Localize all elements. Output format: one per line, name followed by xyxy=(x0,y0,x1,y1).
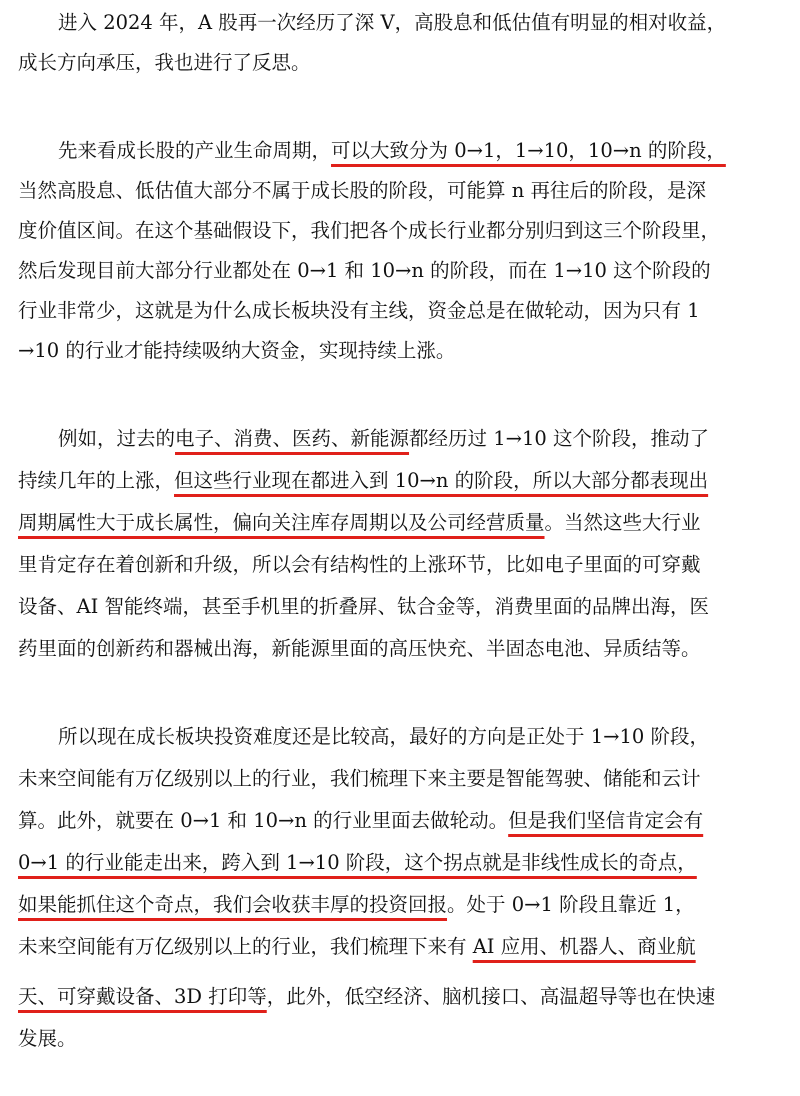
text-segment: 例如，过去的 xyxy=(58,427,176,450)
text-line xyxy=(18,176,706,206)
text-segment: 行业非常少，这就是为什么成长板块没有主线，资金总是在做轮动，因为只有 1 xyxy=(18,299,700,322)
text-line xyxy=(58,136,726,166)
text-line xyxy=(18,848,697,878)
text-line xyxy=(18,634,701,664)
text-line xyxy=(18,296,700,326)
highlighted-text: AI 应用、机器人、商业航 xyxy=(472,935,696,958)
text-line xyxy=(18,982,715,1012)
text-segment: ，此外，低空经济、脑机接口、高温超导等也在快速 xyxy=(266,985,716,1008)
text-segment: →10 的行业才能持续吸纳大资金，实现持续上涨。 xyxy=(18,339,456,362)
text-segment: 当然高股息、低估值大部分不属于成长股的阶段，可能算 n 再往后的阶段，是深 xyxy=(18,179,706,202)
highlighted-text: 天、可穿戴设备、3D 打印等 xyxy=(18,985,267,1008)
highlighted-text: 但是我们坚信肯定会有 xyxy=(508,809,704,832)
text-line xyxy=(18,932,696,962)
text-line xyxy=(18,216,720,246)
text-segment: 未来空间能有万亿级别以上的行业，我们梳理下来主要是智能驾驶、储能和云计 xyxy=(18,767,701,790)
text-segment: 设备、AI 智能终端，甚至手机里的折叠屏、钛合金等，消费里面的品牌出海，医 xyxy=(18,595,709,618)
text-segment: 。处于 0→1 阶段且靠近 1， xyxy=(447,893,695,916)
text-segment: 持续几年的上涨， xyxy=(18,469,175,492)
text-segment: 药里面的创新药和器械出海，新能源里面的高压快充、半固态电池、异质结等。 xyxy=(18,637,701,660)
highlighted-text: 但这些行业现在都进入到 10→n 的阶段，所以大部分都表现出 xyxy=(174,469,709,492)
text-segment: 发展。 xyxy=(18,1027,77,1050)
text-segment: 成长方向承压，我也进行了反思。 xyxy=(18,51,311,74)
text-segment: 都经历过 1→10 这个阶段，推动了 xyxy=(409,427,709,450)
text-line xyxy=(18,466,708,496)
text-line xyxy=(18,592,709,622)
text-segment: 度价值区间。在这个基础假设下，我们把各个成长行业都分别归到这三个阶段里， xyxy=(18,219,721,242)
text-line xyxy=(18,1024,77,1054)
text-segment: 然后发现目前大部分行业都处在 0→1 和 10→n 的阶段，而在 1→10 这个阶段的 xyxy=(18,259,711,282)
highlighted-text: 0→1 的行业能走出来，跨入到 1→10 阶段，这个拐点就是非线性成长的奇点， xyxy=(18,851,697,874)
text-line xyxy=(58,8,726,38)
text-segment: 算。此外，就要在 0→1 和 10→n 的行业里面去做轮动。 xyxy=(18,809,509,832)
text-line xyxy=(58,424,709,454)
text-segment: 里肯定存在着创新和升级，所以会有结构性的上涨环节，比如电子里面的可穿戴 xyxy=(18,553,701,576)
text-segment: 先来看成长股的产业生命周期， xyxy=(58,139,332,162)
text-line xyxy=(18,48,311,78)
text-line xyxy=(18,890,695,920)
highlighted-text: 如果能抓住这个奇点，我们会收获丰厚的投资回报 xyxy=(18,893,448,916)
highlighted-text: 可以大致分为 0→1，1→10，10→n 的阶段， xyxy=(331,139,726,162)
text-segment: 未来空间能有万亿级别以上的行业，我们梳理下来有 xyxy=(18,935,473,958)
text-segment: 所以现在成长板块投资难度还是比较高，最好的方向是正处于 1→10 阶段， xyxy=(58,725,709,748)
text-line xyxy=(18,550,701,580)
highlighted-text: 周期属性大于成长属性，偏向关注库存周期以及公司经营质量 xyxy=(18,511,545,534)
highlighted-text: 电子、消费、医药、新能源 xyxy=(175,427,410,450)
text-line xyxy=(18,336,455,366)
text-line xyxy=(18,256,711,286)
text-segment: 进入 2024 年，A 股再一次经历了深 V，高股息和低估值有明显的相对收益， xyxy=(58,11,727,34)
text-segment: 。当然这些大行业 xyxy=(544,511,701,534)
text-line xyxy=(58,722,709,752)
text-line xyxy=(18,764,701,794)
text-line xyxy=(18,806,703,836)
text-line xyxy=(18,508,701,538)
